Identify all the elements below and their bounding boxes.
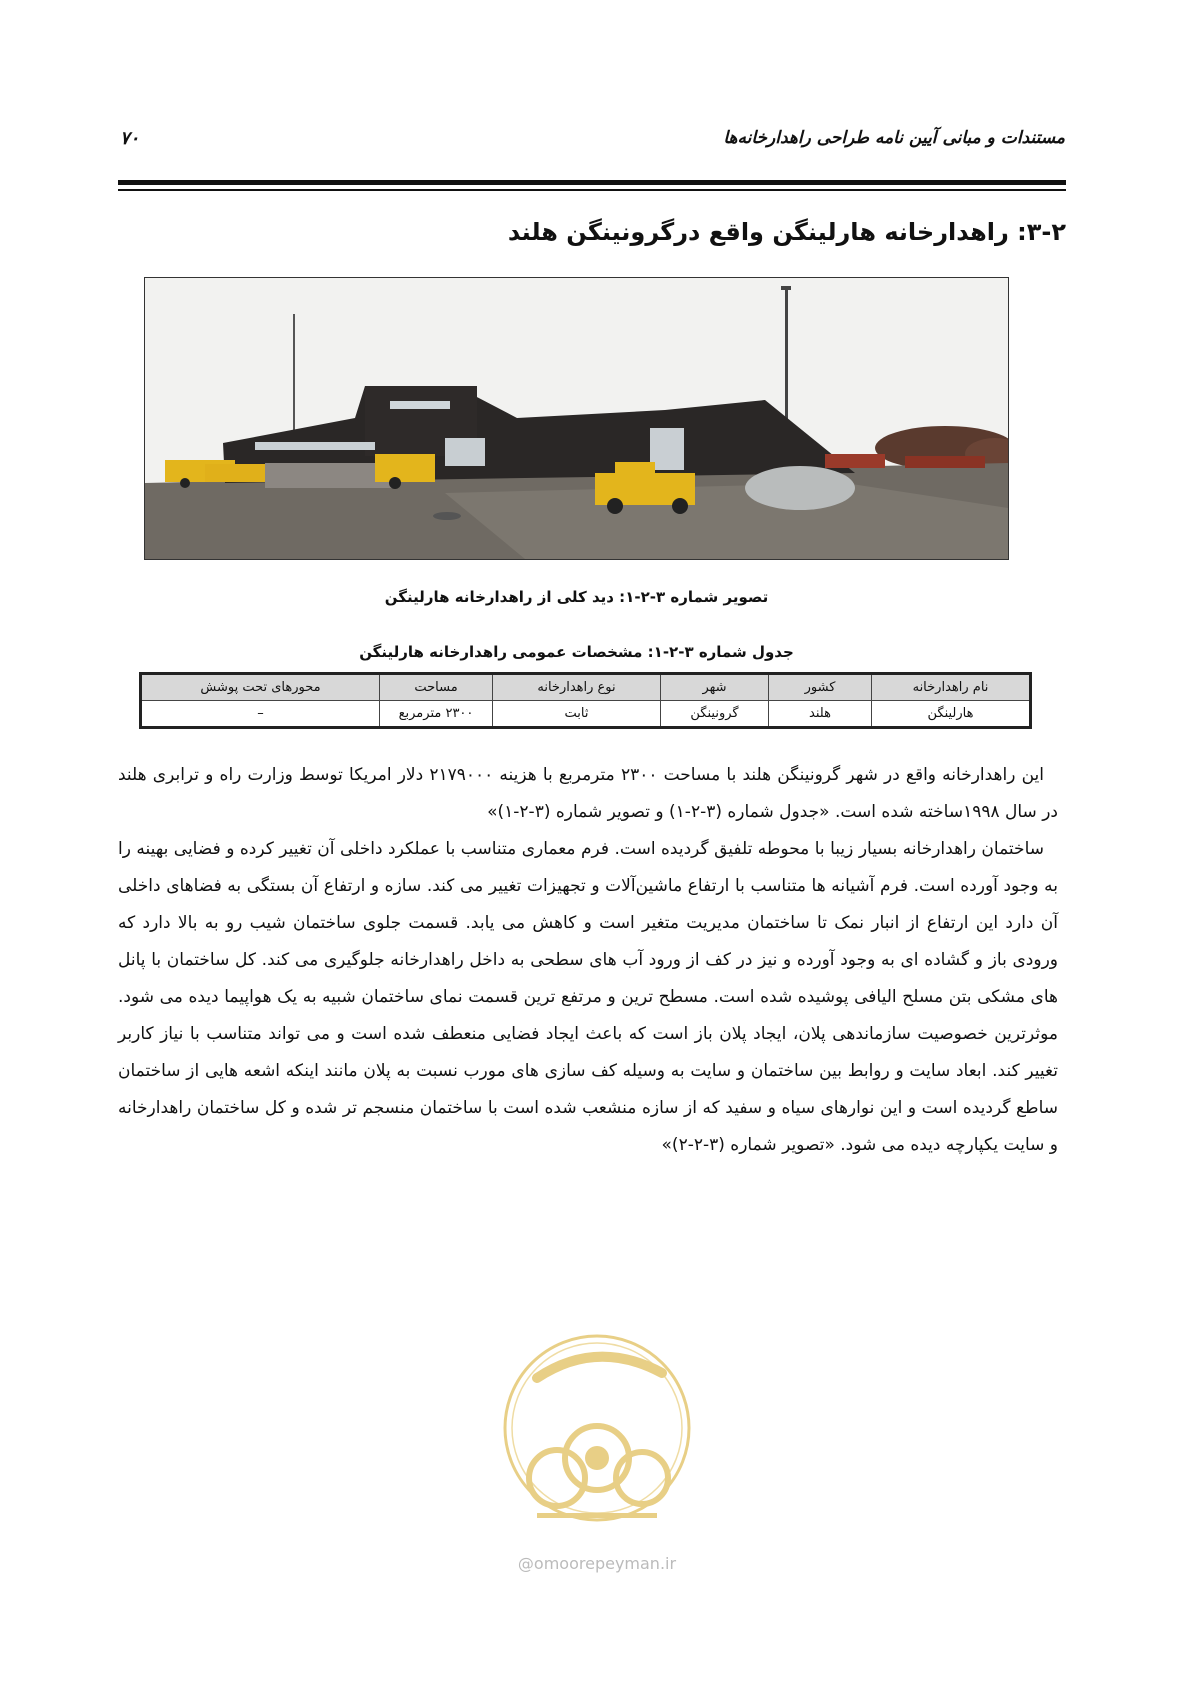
table-caption: جدول شماره ۳-۲-۱: مشخصات عمومی راهدارخانه هارلینگن [359, 643, 794, 661]
station-photo [144, 277, 1009, 560]
table-cell: ۲۳۰۰ مترمربع [380, 701, 493, 728]
table-header-cell: کشور [769, 674, 872, 701]
table-header-cell: نام راهدارخانه [872, 674, 1031, 701]
table-cell: – [141, 701, 380, 728]
table-cell: ثابت [493, 701, 661, 728]
body-text [118, 757, 1058, 1164]
paragraph: ساختمان راهدارخانه بسیار زیبا با محوطه تلفیق گردیده است. فرم معماری متناسب با عملکرد داخلی آن تغییر کرده و فضایی بهینه را به وجود آورده است. فرم آشیانه ها متناسب با ارتفاع ماشین‌آلات و تجهیزات تغییر می کند. سازه و ارتفاع آن بستگی به فضاهای داخلی آن دارد این ارتفاع از انبار نمک تا ساختمان مدیریت متغیر است و کاهش می یابد. قسمت جلوی ساختمان شیب رو به بالا دارد که ورودی باز و گشاده ای به وجود آورده و نیز در کف از ورود آب های سطحی به داخل راهدارخانه جلوگیری می کند. کل ساختمان با پانل های مشکی بتن مسلح الیافی پوشیده شده است. مسطح ترین و مرتفع ترین قسمت نمای ساختمان شبیه به یک هواپیما دیده می شود. موثرترین خصوصیت سازماندهی پلان، ایجاد پلان باز است که باعث ایجاد فضایی منعطف شده است و می تواند متناسب با نیاز کاربر تغییر کند. ابعاد سایت و روابط بین ساختمان و سایت به وسیله کف سازی های مورب نسبت به پلان مانند اینکه اشعه هایی از ساختمان ساطع گردیده است و این نوارهای سیاه و سفید که از سازه منشعب شده است با ساختمان منسجم تر شده و کل ساختمان راهدارخانه و سایت یکپارچه دیده می شود. «تصویر شماره (۳-۲-۲)» [118, 839, 1058, 1155]
table-header-cell: شهر [661, 674, 769, 701]
specs-table [139, 672, 1032, 729]
watermark-url: @omoorepeyman.ir [517, 1554, 677, 1573]
table-cell: هلند [769, 701, 872, 728]
table-header-cell: محورهای تحت پوشش [141, 674, 380, 701]
table-cell: هارلینگن [872, 701, 1031, 728]
header-rule-thin [118, 189, 1066, 191]
paragraph: این راهدارخانه واقع در شهر گرونینگن هلند با مساحت ۲۳۰۰ مترمربع با هزینه ۲۱۷۹۰۰۰ دلار امریکا توسط وزارت راه و ترابری هلند در سال ۱۹۹۸ساخته شده است. «جدول شماره (۳-۲-۱) و تصویر شماره (۳-۲-۱)» [118, 765, 1058, 822]
page-header [120, 128, 1065, 156]
table-header-cell: نوع راهدارخانه [493, 674, 661, 701]
table-cell: گرونینگن [661, 701, 769, 728]
watermark-logo [497, 1318, 697, 1578]
page-number: ۷۰ [120, 128, 140, 149]
running-title: مستندات و مبانی آیین نامه طراحی راهدارخانه‌ها [723, 128, 1065, 148]
table-row [141, 701, 1031, 728]
header-rule-thick [118, 180, 1066, 185]
figure-caption: تصویر شماره ۳-۲-۱: دید کلی از راهدارخانه هارلینگن [384, 588, 769, 606]
table-header-cell: مساحت [380, 674, 493, 701]
section-heading: ۳-۲: راهدارخانه هارلینگن واقع درگرونینگن هلند [507, 218, 1066, 246]
table-header-row [141, 674, 1031, 701]
